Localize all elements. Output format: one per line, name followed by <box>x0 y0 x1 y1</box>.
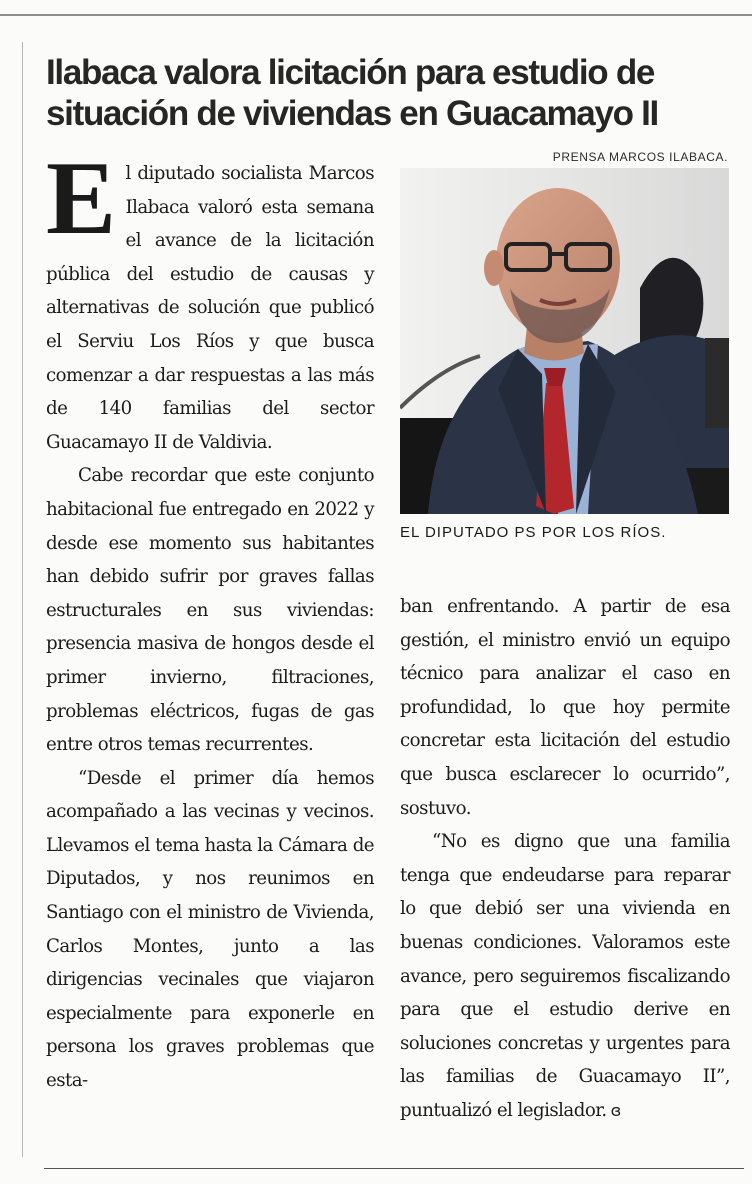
lead-paragraph <box>46 139 374 459</box>
paragraph: ban enfrentando. A partir de esa gestión, el ministro envió un equipo técnico para analizar el caso en profundidad, lo que hoy permite concretar esta licitación del estudio que busca esclarecer lo ocurrido”, sostuvo. <box>400 596 730 819</box>
left-column-rule <box>22 42 23 1157</box>
portrait-illustration <box>400 168 729 514</box>
article-photo <box>400 168 729 514</box>
end-mark-icon: ɞ <box>610 1100 621 1120</box>
article-headline: Ilabaca valora licitación para estudio de situación de viviendas en Guacamayo II <box>46 53 658 133</box>
photo-caption: EL DIPUTADO PS POR LOS RÍOS. <box>400 524 667 541</box>
paragraph <box>400 825 730 1127</box>
article-column-1 <box>46 139 374 1098</box>
paragraph: “Desde el primer día hemos acompañado a las vecinas y vecinos. Llevamos el tema hasta la Cámara de Diputados, y nos reunimos en Santiago con el ministro de Vivienda, Carlos Montes, junto a las dirigencias vecinales que viajaron especialmente para exponerle en persona los graves problemas que esta- <box>46 767 374 1092</box>
paragraph: Cabe recordar que este conjunto habitacional fue entregado en 2022 y desde ese momento sus habitantes han debido sufrir por graves fallas estructurales en sus viviendas: presencia masiva de hongos desde el primer invierno, filtraciones, problemas eléctricos, fugas de gas entre otros temas recurrentes. <box>46 465 374 756</box>
paragraph-text: “No es digno que una familia tenga que endeudarse para reparar lo que debió ser una vivienda en buenas condiciones. Valoramos este avance, pero seguiremos fiscalizando para que el estudio derive en soluciones concretas y urgentes para las familias de Guacamayo II”, puntualizó el legislador. <box>400 831 730 1121</box>
paragraph-text: l diputado socialista Marcos Ilabaca valoró esta semana el avance de la licitación pública del estudio de causas y alternativas de solución que publicó el Serviu Los Ríos y que busca comenzar a dar respuestas a las más de 140 familias del sector Guacamayo II de Valdivia. <box>46 163 374 453</box>
photo-credit: PRENSA MARCOS ILABACA. <box>552 150 728 164</box>
drop-cap: E <box>46 139 116 256</box>
article-column-2 <box>400 590 730 1128</box>
bottom-rule <box>44 1168 744 1169</box>
top-rule <box>0 14 752 16</box>
